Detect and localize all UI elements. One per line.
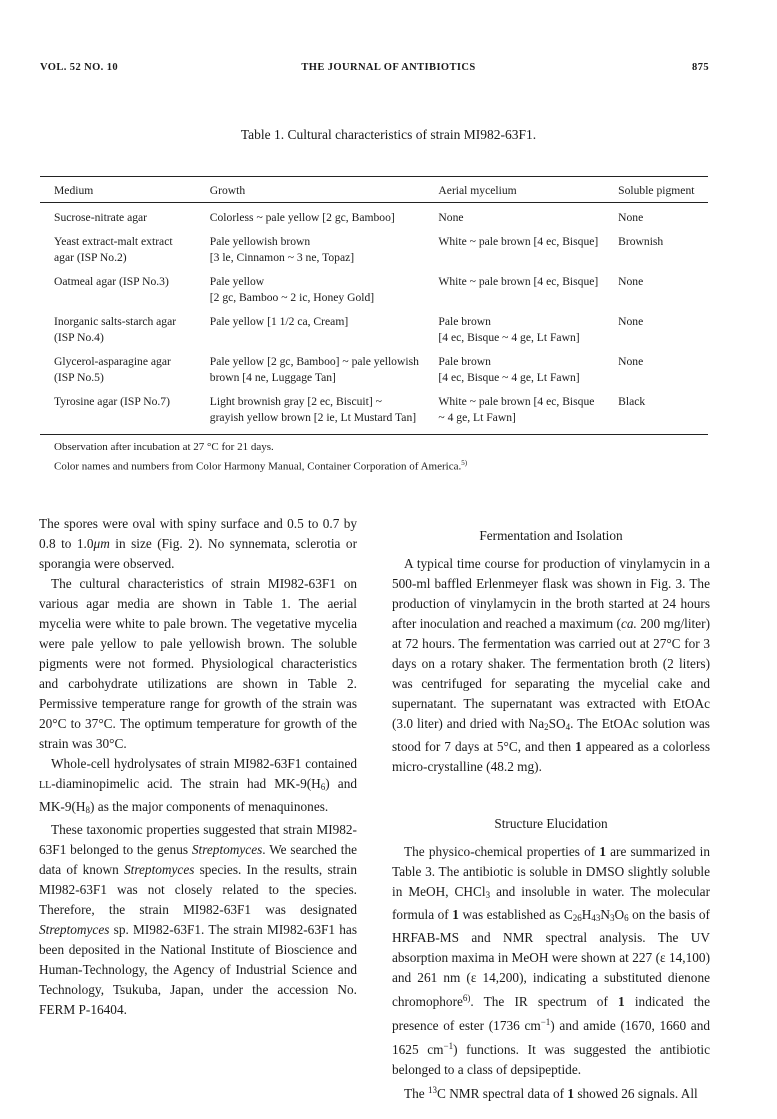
cell-line: None <box>618 211 644 224</box>
table-body <box>40 210 708 426</box>
cell-line: Inorganic salts-starch agar <box>54 315 177 328</box>
table-row <box>40 314 708 346</box>
cell-growth <box>210 274 439 306</box>
cell-line: Pale brown <box>438 355 491 368</box>
cell-aerial-mycelium <box>438 354 618 386</box>
column-header-medium: Medium <box>54 184 94 197</box>
cell-line: Sucrose-nitrate agar <box>54 211 148 224</box>
cell-line: None <box>618 275 644 288</box>
paragraph-cultural: The cultural characteristics of strain MI982-63F1 on various agar media are shown in Table 1. The aerial mycelia were white to pale brown. The vegetative mycelia were pale yellow to pale yellowish brown. The soluble pigments were not formed. Physiological characteristics and carbohydrate utilizations are shown in Table 2. Permissive temperature range for growth of the strain was 20°C to 37°C. The optimum temperature for growth of the strain was 30°C. <box>39 576 357 751</box>
cell-line: White ~ pale brown [4 ec, Bisque] <box>438 235 599 248</box>
cell-aerial-mycelium <box>438 314 618 346</box>
paragraph-hydrolysates: Whole-cell hydrolysates of strain MI982-63F1 contained LL-diaminopimelic acid. The strain had $MK-9(H_6)$ and $MK-9(H_8)$ as the major components of menaquinones. <box>39 756 358 815</box>
table-caption: Table 1. Cultural characteristics of strain MI982-63F1. <box>240 127 537 142</box>
paragraph-spores: The spores were oval with spiny surface and 0.5 to 0.7 by 0.8 to 1.0μm in size (Fig. 2). No synnemata, sclerotia or sporangia were observed. <box>39 516 358 571</box>
cell-line: grayish yellow brown [2 ie, Lt Mustard Tan] <box>209 411 417 424</box>
cell-line: None <box>618 315 644 328</box>
table-row <box>40 210 708 226</box>
reference-marker: 5) <box>461 459 468 467</box>
cell-aerial-mycelium <box>438 210 618 226</box>
cell-growth <box>210 210 439 226</box>
cell-growth <box>210 354 439 386</box>
table-row <box>40 354 708 386</box>
cell-line: Pale yellowish brown <box>209 235 311 248</box>
table-header-row <box>40 177 708 202</box>
running-header-journal: THE JOURNAL OF ANTIBIOTICS <box>301 62 476 73</box>
section-heading-structure: Structure Elucidation <box>494 816 608 831</box>
cell-soluble-pigment <box>618 274 708 306</box>
cell-medium <box>54 314 210 346</box>
cell-line: White ~ pale brown [4 ec, Bisque <box>438 395 595 408</box>
table-header-rule <box>40 202 708 203</box>
table-row <box>40 274 708 306</box>
cell-line: Brownish <box>618 235 664 248</box>
paragraph-fermentation: A typical time course for production of vinylamycin in a 500-ml baffled Erlenmeyer flask was shown in Fig. 3. The production of vinylamycin in the broth started at 24 hours after inoculation and reached a maximum (ca. 200 mg/liter) at 72 hours. The fermentation was carried out at 27°C for 3 days on a rotary shaker. The fermentation broth (2 liters) was centrifuged for separating the mycelial cake and supernatant. The supernatant was extracted with EtOAc (3.0 liter) and dried with $Na_2SO_4$. The EtOAc solution was stood for 7 days at 5°C, and then 1 appeared as a colorless micro-crystalline (48.2 mg). <box>392 556 711 774</box>
cell-aerial-mycelium <box>438 394 618 426</box>
table-row <box>40 394 708 426</box>
cell-line: Pale yellow [2 gc, Bamboo] ~ pale yellowish <box>209 355 419 368</box>
cell-medium <box>54 210 210 226</box>
cell-line: [4 ec, Bisque ~ 4 ge, Lt Fawn] <box>438 371 580 384</box>
table-note-color-source: Color names and numbers from Color Harmony Manual, Container Corporation of America.$^{5)}$ <box>54 459 468 473</box>
cell-medium <box>54 354 210 386</box>
cell-soluble-pigment <box>618 354 708 386</box>
cell-line: Light brownish gray [2 ec, Biscuit] ~ <box>209 395 382 408</box>
cell-line: Glycerol-asparagine agar <box>54 355 171 368</box>
cell-aerial-mycelium <box>438 234 618 266</box>
cell-line: Colorless ~ pale yellow [2 gc, Bamboo] <box>209 211 395 224</box>
cell-medium <box>54 394 210 426</box>
cell-soluble-pigment <box>618 394 708 426</box>
cell-line: None <box>618 355 644 368</box>
cell-line: (ISP No.5) <box>54 371 104 384</box>
cell-aerial-mycelium <box>438 274 618 306</box>
cell-growth <box>210 394 439 426</box>
table-notes <box>40 435 708 475</box>
cell-line: agar (ISP No.2) <box>54 251 127 264</box>
cell-medium <box>54 234 210 266</box>
cell-line: Pale brown <box>438 315 491 328</box>
cell-line: brown [4 ne, Luggage Tan] <box>209 371 336 384</box>
cell-line: ~ 4 ge, Lt Fawn] <box>438 411 516 424</box>
cell-soluble-pigment <box>618 210 708 226</box>
cell-line: [3 le, Cinnamon ~ 3 ne, Topaz] <box>209 251 355 264</box>
cell-line: White ~ pale brown [4 ec, Bisque] <box>438 275 599 288</box>
cell-line: (ISP No.4) <box>54 331 104 344</box>
cell-line: Oatmeal agar (ISP No.3) <box>54 275 169 288</box>
column-header-soluble-pigment: Soluble pigment <box>618 184 695 197</box>
cell-line: Pale yellow <box>209 275 265 288</box>
cell-line: Yeast extract-malt extract <box>54 235 173 248</box>
cell-line: Pale yellow [1 1/2 ca, Cream] <box>209 315 349 328</box>
cultural-characteristics-table <box>40 176 708 475</box>
cell-growth <box>210 314 439 346</box>
table-row <box>40 234 708 266</box>
table-note-observation: Observation after incubation at 27 °C for 21 days. <box>54 441 274 453</box>
paragraph-nmr: The $^{13}$C NMR spectral data of 1 showed 26 signals. All <box>404 1085 698 1101</box>
cell-soluble-pigment <box>618 314 708 346</box>
cell-line: Tyrosine agar (ISP No.7) <box>54 395 170 408</box>
body-column-left <box>39 514 357 1020</box>
running-header-volume: VOL. 52 NO. 10 <box>40 62 119 73</box>
cell-line: [2 gc, Bamboo ~ 2 ic, Honey Gold] <box>209 291 375 304</box>
column-header-aerial-mycelium: Aerial mycelium <box>438 184 517 197</box>
body-column-right <box>392 514 710 1104</box>
cell-line: Black <box>618 395 646 408</box>
cell-soluble-pigment <box>618 234 708 266</box>
cell-line: None <box>438 211 464 224</box>
column-header-growth: Growth <box>209 184 246 197</box>
cell-growth <box>210 234 439 266</box>
page-number: 875 <box>692 62 709 73</box>
cell-medium <box>54 274 210 306</box>
paragraph-taxonomy: These taxonomic properties suggested that strain MI982-63F1 belonged to the genus Streptomyces. We searched the data of known Streptomyces species. In the results, strain MI982-63F1 was not closely related to the species. Therefore, the strain MI982-63F1 was designated Streptomyces sp. MI982-63F1. The strain MI982-63F1 has been deposited in the National Institute of Bioscience and Human-Technology, the Agency of Industrial Science and Technology, Tsukuba, Japan, under the accession No. FERM P-16404. <box>39 822 358 1017</box>
cell-line: [4 ec, Bisque ~ 4 ge, Lt Fawn] <box>438 331 580 344</box>
section-heading-fermentation: Fermentation and Isolation <box>479 528 623 543</box>
paragraph-physico-chemical: The physico-chemical properties of 1 are summarized in Table 3. The antibiotic is soluble in DMSO slightly soluble in MeOH, CHCl$_3$ and insoluble in water. The molecular formula of 1 was established as $C_{26}H_{43}N_3O_6$ on the basis of HRFAB-MS and NMR spectral analysis. The UV absorption maxima in MeOH were shown at 227 (ε 14,100) and 261 nm (ε 14,200), indicating a substituted dienone chromophore$^{6)}$. The IR spectrum of 1 indicated the presence of ester (1736 $cm^{-1}$) and amide (1670, 1660 and 1625 $cm^{-1}$) functions. It was suggested the antibiotic belonged to a class of depsipeptide. <box>392 844 711 1077</box>
